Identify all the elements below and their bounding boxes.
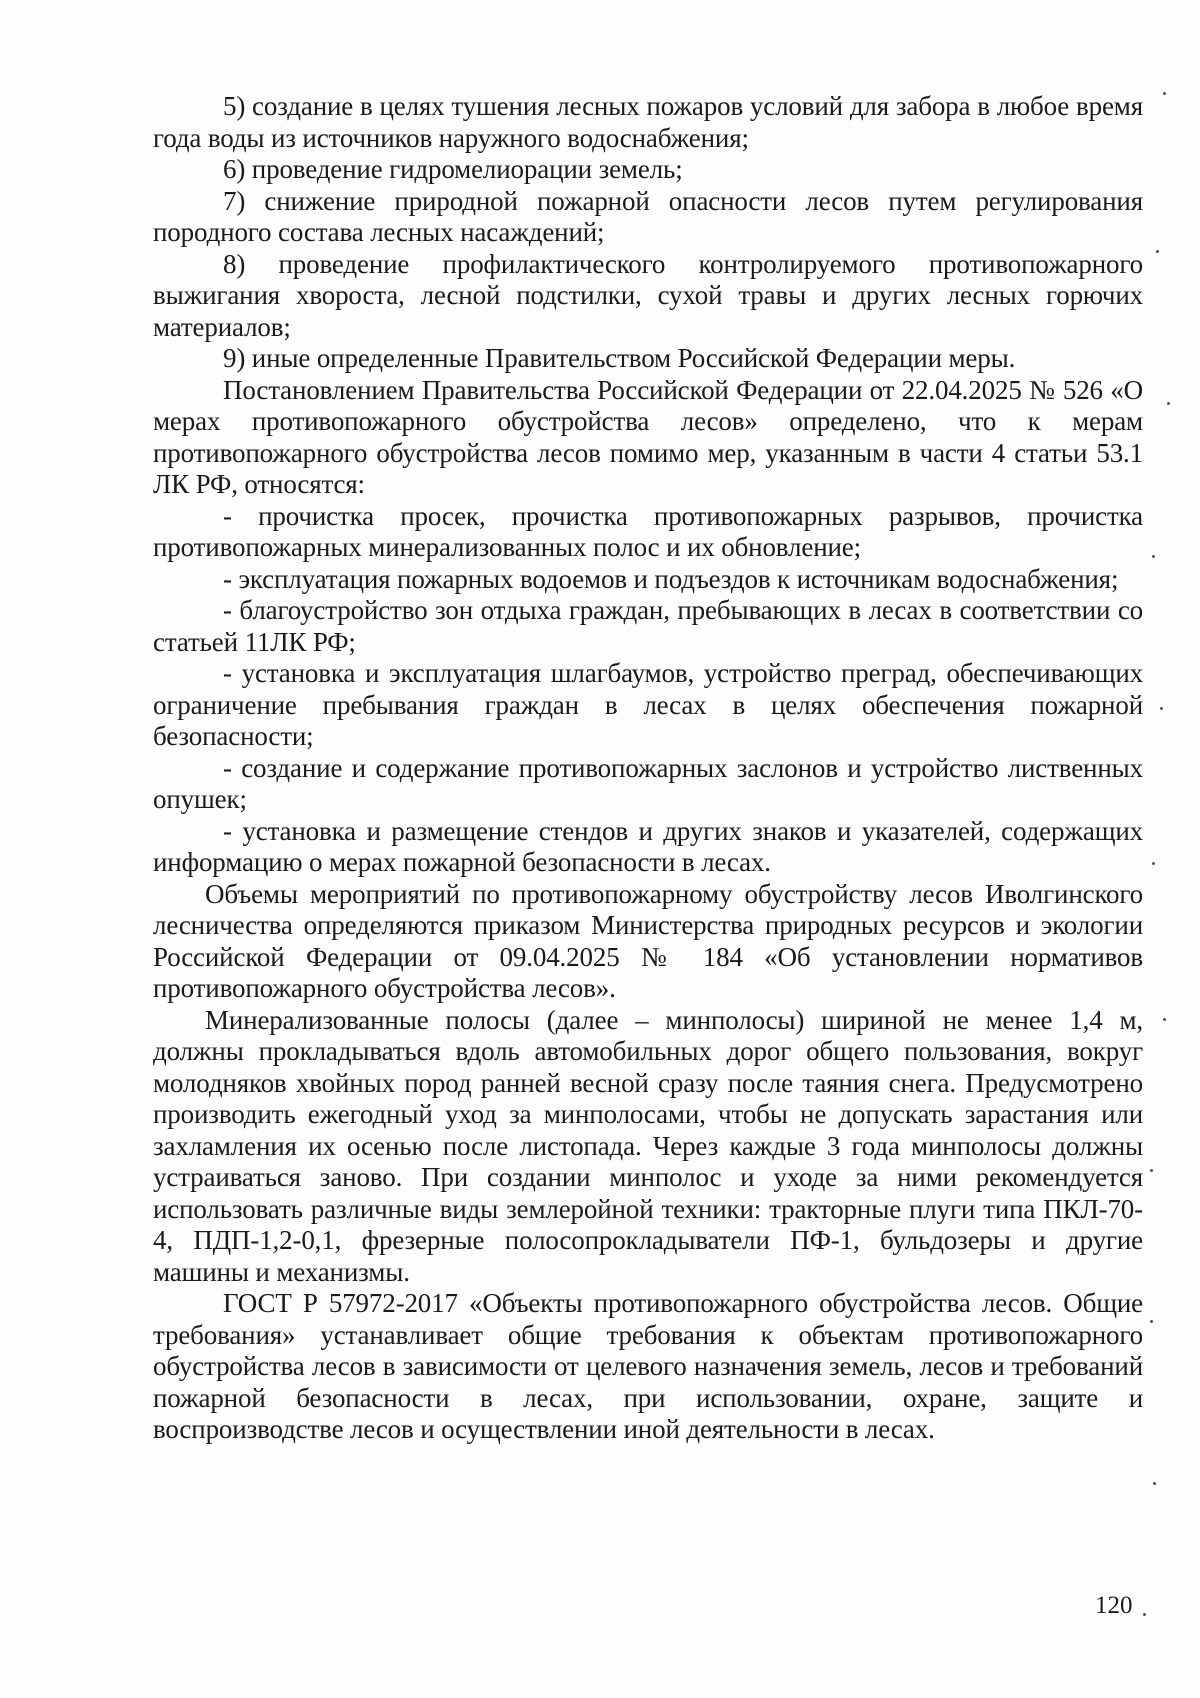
government-decree-paragraph: Постановлением Правительства Российской Федерации от 22.04.2025 № 526 «О мерах противопожарного обустройства лесов» определено, что к мерам противопожарного обустройства лесов помимо мер, указанным в части 4 статьи 53.1 ЛК РФ, относятся: <box>153 374 1143 499</box>
scan-speck <box>1152 555 1155 558</box>
bullet-item: - прочистка просек, прочистка противопожарных разрывов, прочистка противопожарных минерализованных полос и их обновление; <box>153 500 1143 562</box>
bullet-item: - создание и содержание противопожарных заслонов и устройство лиственных опушек; <box>153 752 1143 814</box>
list-item-9: 9) иные определенные Правительством Российской Федерации меры. <box>223 343 1016 373</box>
scan-speck <box>1143 1613 1146 1616</box>
scan-speck <box>1153 1482 1156 1485</box>
page-number: 120 <box>1095 1592 1133 1619</box>
scan-speck <box>1150 1169 1153 1172</box>
bullet-item: - благоустройство зон отдыха граждан, пребывающих в лесах в соответствии со статьей 11ЛК РФ; <box>153 595 1143 657</box>
bullet-item: - установка и размещение стендов и других знаков и указателей, содержащих информацию о мерах пожарной безопасности в лесах. <box>153 815 1143 877</box>
list-item-6: 6) проведение гидромелиорации земель; <box>223 154 683 184</box>
scan-speck <box>1150 1320 1153 1323</box>
gost-paragraph: ГОСТ Р 57972-2017 «Объекты противопожарного обустройства лесов. Общие требования» устанавливает общие требования к объектам противопожарного обустройства лесов в зависимости от целевого назначения земель, лесов и требований пожарной безопасности в лесах, при использовании, охране, защите и воспроизводстве лесов и осуществлении иной деятельности в лесах. <box>153 1288 1143 1444</box>
bullet-item: - эксплуатация пожарных водоемов и подъездов к источникам водоснабжения; <box>223 563 1119 594</box>
scan-speck <box>1163 1018 1166 1021</box>
scan-speck <box>1163 92 1166 95</box>
volumes-paragraph: Объемы мероприятий по противопожарному обустройству лесов Иволгинского лесничества определяются приказом Министерства природных ресурсов и экологии Российской Федерации от 09.04.2025 № 184 «Об установлении нормативов противопожарного обустройства лесов». <box>153 878 1143 1003</box>
scan-speck <box>1156 250 1159 253</box>
list-item-8: 8) проведение профилактического контролируемого противопожарного выжигания хвороста, лесной подстилки, сухой травы и других лесных горючих материалов; <box>153 248 1143 342</box>
document-body <box>153 91 1143 1446</box>
bullet-item: - установка и эксплуатация шлагбаумов, устройство преград, обеспечивающих ограничение пребывания граждан в лесах в целях обеспечения пожарной безопасности; <box>153 658 1143 751</box>
scan-speck <box>1160 707 1163 710</box>
list-item-7: 7) снижение природной пожарной опасности лесов путем регулирования породного состава лесных насаждений; <box>153 185 1143 247</box>
scan-speck <box>1167 402 1170 405</box>
list-item-5: 5) создание в целях тушения лесных пожаров условий для забора в любое время года воды из источников наружного водоснабжения; <box>153 91 1143 153</box>
scan-speck <box>1152 862 1155 865</box>
mineralized-strips-paragraph: Минерализованные полосы (далее – минполосы) шириной не менее 1,4 м, должны прокладываться вдоль автомобильных дорог общего пользования, вокруг молодняков хвойных пород ранней весной сразу после таяния снега. Предусмотрено производить ежегодный уход за минполосами, чтобы не допускать зарастания или захламления их осенью после листопада. Через каждые 3 года минполосы должны устраиваться заново. При создании минполос и уходе за ними рекомендуется использовать различные виды землеройной техники: тракторные плуги типа ПКЛ-70-4, ПДП-1,2-0,1, фрезерные полосопрокладыватели ПФ-1, бульдозеры и другие машины и механизмы. <box>153 1004 1143 1287</box>
